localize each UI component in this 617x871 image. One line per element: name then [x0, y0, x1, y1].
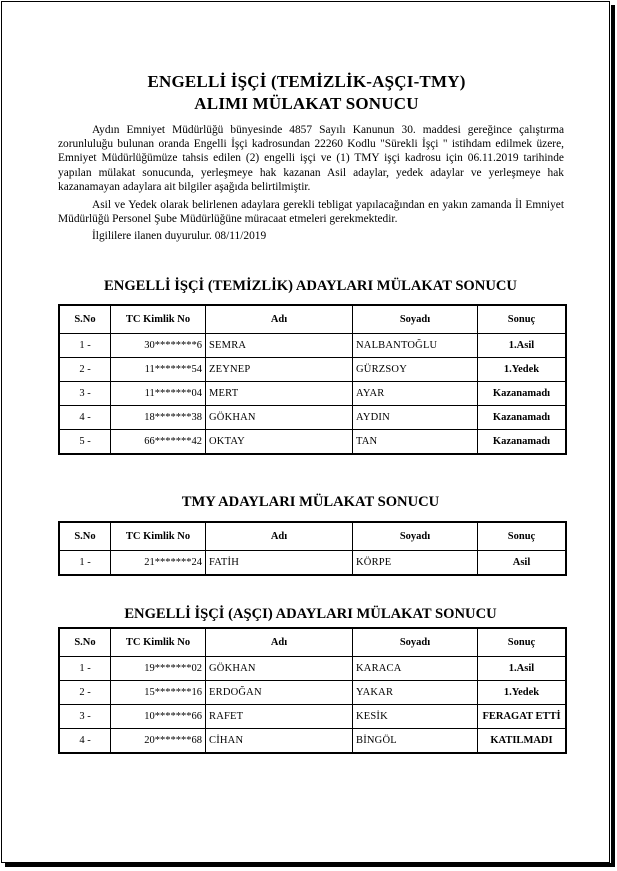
cell-adi: RAFET — [206, 705, 353, 729]
cell-soyadi: KÖRPE — [353, 551, 478, 576]
document-page — [1, 1, 610, 863]
cell-tc: 11*******54 — [111, 358, 206, 382]
page-shadow-right — [611, 5, 615, 867]
cell-sonuc: Kazanamadı — [478, 406, 567, 430]
header-tc: TC Kimlik No — [111, 522, 206, 551]
header-soyadi: Soyadı — [353, 522, 478, 551]
cell-sonuc: FERAGAT ETTİ — [478, 705, 567, 729]
document-title-line1: ENGELLİ İŞÇİ (TEMİZLİK-AŞÇI-TMY) — [147, 72, 466, 91]
header-soyadi: Soyadı — [353, 628, 478, 657]
header-soyadi: Soyadı — [353, 305, 478, 334]
table-row — [59, 657, 566, 681]
cell-sno: 4 - — [59, 729, 111, 754]
cell-sonuc: KATILMADI — [478, 729, 567, 754]
cell-sno: 2 - — [59, 358, 111, 382]
cell-sonuc: 1.Asil — [478, 657, 567, 681]
header-sonuc: Sonuç — [478, 305, 567, 334]
cell-adi: FATİH — [206, 551, 353, 576]
cell-sno: 1 - — [59, 551, 111, 576]
cell-tc: 30********6 — [111, 334, 206, 358]
results-table-asci — [58, 627, 567, 754]
section-title-temizlik: ENGELLİ İŞÇİ (TEMİZLİK) ADAYLARI MÜLAKAT SONUCU — [104, 278, 517, 294]
cell-soyadi: KARACA — [353, 657, 478, 681]
document-title-line2: ALIMI MÜLAKAT SONUCU — [194, 94, 419, 113]
header-tc: TC Kimlik No — [111, 628, 206, 657]
cell-sonuc: 1.Yedek — [478, 681, 567, 705]
cell-soyadi: GÜRZSOY — [353, 358, 478, 382]
table-row — [59, 681, 566, 705]
header-adi: Adı — [206, 628, 353, 657]
cell-tc: 20*******68 — [111, 729, 206, 754]
cell-tc: 66*******42 — [111, 430, 206, 455]
cell-tc: 19*******02 — [111, 657, 206, 681]
cell-soyadi: AYDIN — [353, 406, 478, 430]
cell-sno: 2 - — [59, 681, 111, 705]
header-adi: Adı — [206, 522, 353, 551]
cell-sonuc: Kazanamadı — [478, 382, 567, 406]
cell-sno: 3 - — [59, 382, 111, 406]
header-sonuc: Sonuç — [478, 628, 567, 657]
cell-soyadi: KESİK — [353, 705, 478, 729]
section-title-tmy: TMY ADAYLARI MÜLAKAT SONUCU — [181, 494, 440, 510]
table-row — [59, 729, 566, 754]
cell-adi: ERDOĞAN — [206, 681, 353, 705]
cell-adi: GÖKHAN — [206, 406, 353, 430]
cell-tc: 11*******04 — [111, 382, 206, 406]
header-sno: S.No — [59, 305, 111, 334]
table-row — [59, 382, 566, 406]
cell-adi: CİHAN — [206, 729, 353, 754]
table-row — [59, 334, 566, 358]
header-sno: S.No — [59, 628, 111, 657]
cell-soyadi: YAKAR — [353, 681, 478, 705]
cell-sno: 1 - — [59, 334, 111, 358]
cell-sonuc: 1.Yedek — [478, 358, 567, 382]
table-row — [59, 430, 566, 455]
cell-tc: 18*******38 — [111, 406, 206, 430]
cell-tc: 10*******66 — [111, 705, 206, 729]
announcement-line: İlgililere ilanen duyurulur. 08/11/2019 — [92, 230, 267, 242]
cell-sonuc: 1.Asil — [478, 334, 567, 358]
cell-adi: MERT — [206, 382, 353, 406]
intro-paragraph-2: Asil ve Yedek olarak belirlenen adaylara gerekli tebligat yapılacağından en yakın zamanda İl Emniyet Müdürlüğü Personel Şube Müdürlüğüne müracaat etmeleri gerekmektedir. — [58, 199, 564, 226]
table-row — [59, 551, 566, 576]
cell-tc: 15*******16 — [111, 681, 206, 705]
cell-soyadi: NALBANTOĞLU — [353, 334, 478, 358]
table-row — [59, 705, 566, 729]
table-header-row — [59, 305, 566, 334]
cell-sno: 3 - — [59, 705, 111, 729]
header-sonuc: Sonuç — [478, 522, 567, 551]
cell-sonuc: Kazanamadı — [478, 430, 567, 455]
table-row — [59, 406, 566, 430]
section-title-asci: ENGELLİ İŞÇİ (AŞÇI) ADAYLARI MÜLAKAT SONUCU — [124, 606, 497, 622]
cell-sno: 1 - — [59, 657, 111, 681]
header-tc: TC Kimlik No — [111, 305, 206, 334]
results-table-tmy — [58, 521, 567, 576]
cell-sno: 4 - — [59, 406, 111, 430]
cell-tc: 21*******24 — [111, 551, 206, 576]
cell-soyadi: BİNGÖL — [353, 729, 478, 754]
results-table-temizlik — [58, 304, 567, 455]
table-header-row — [59, 522, 566, 551]
cell-sno: 5 - — [59, 430, 111, 455]
header-sno: S.No — [59, 522, 111, 551]
cell-soyadi: TAN — [353, 430, 478, 455]
cell-sonuc: Asil — [478, 551, 567, 576]
cell-soyadi: AYAR — [353, 382, 478, 406]
header-adi: Adı — [206, 305, 353, 334]
table-row — [59, 358, 566, 382]
table-header-row — [59, 628, 566, 657]
page-shadow-bottom — [5, 863, 615, 867]
cell-adi: ZEYNEP — [206, 358, 353, 382]
cell-adi: GÖKHAN — [206, 657, 353, 681]
cell-adi: OKTAY — [206, 430, 353, 455]
cell-adi: SEMRA — [206, 334, 353, 358]
intro-paragraph-1: Aydın Emniyet Müdürlüğü bünyesinde 4857 Sayılı Kanunun 30. maddesi gereğince çalıştırma zorunluluğu bulunan oranda Engelli İşçi kadrosundan 22260 Kodlu "Sürekli İşçi " istihdam edilmek üzere, Emniyet Müdürlüğümüze tahsis edilen (2) engelli işçi ve (1) TMY işçi kadrosu için 06.11.2019 tarihinde yapılan mülakat sonucunda, yerleşmeye hak kazanan Asil adaylar, yedek adaylar ve yerleşmeye hak kazanamayan adaylara ait bilgiler aşağıda belirtilmiştir. — [58, 124, 564, 193]
